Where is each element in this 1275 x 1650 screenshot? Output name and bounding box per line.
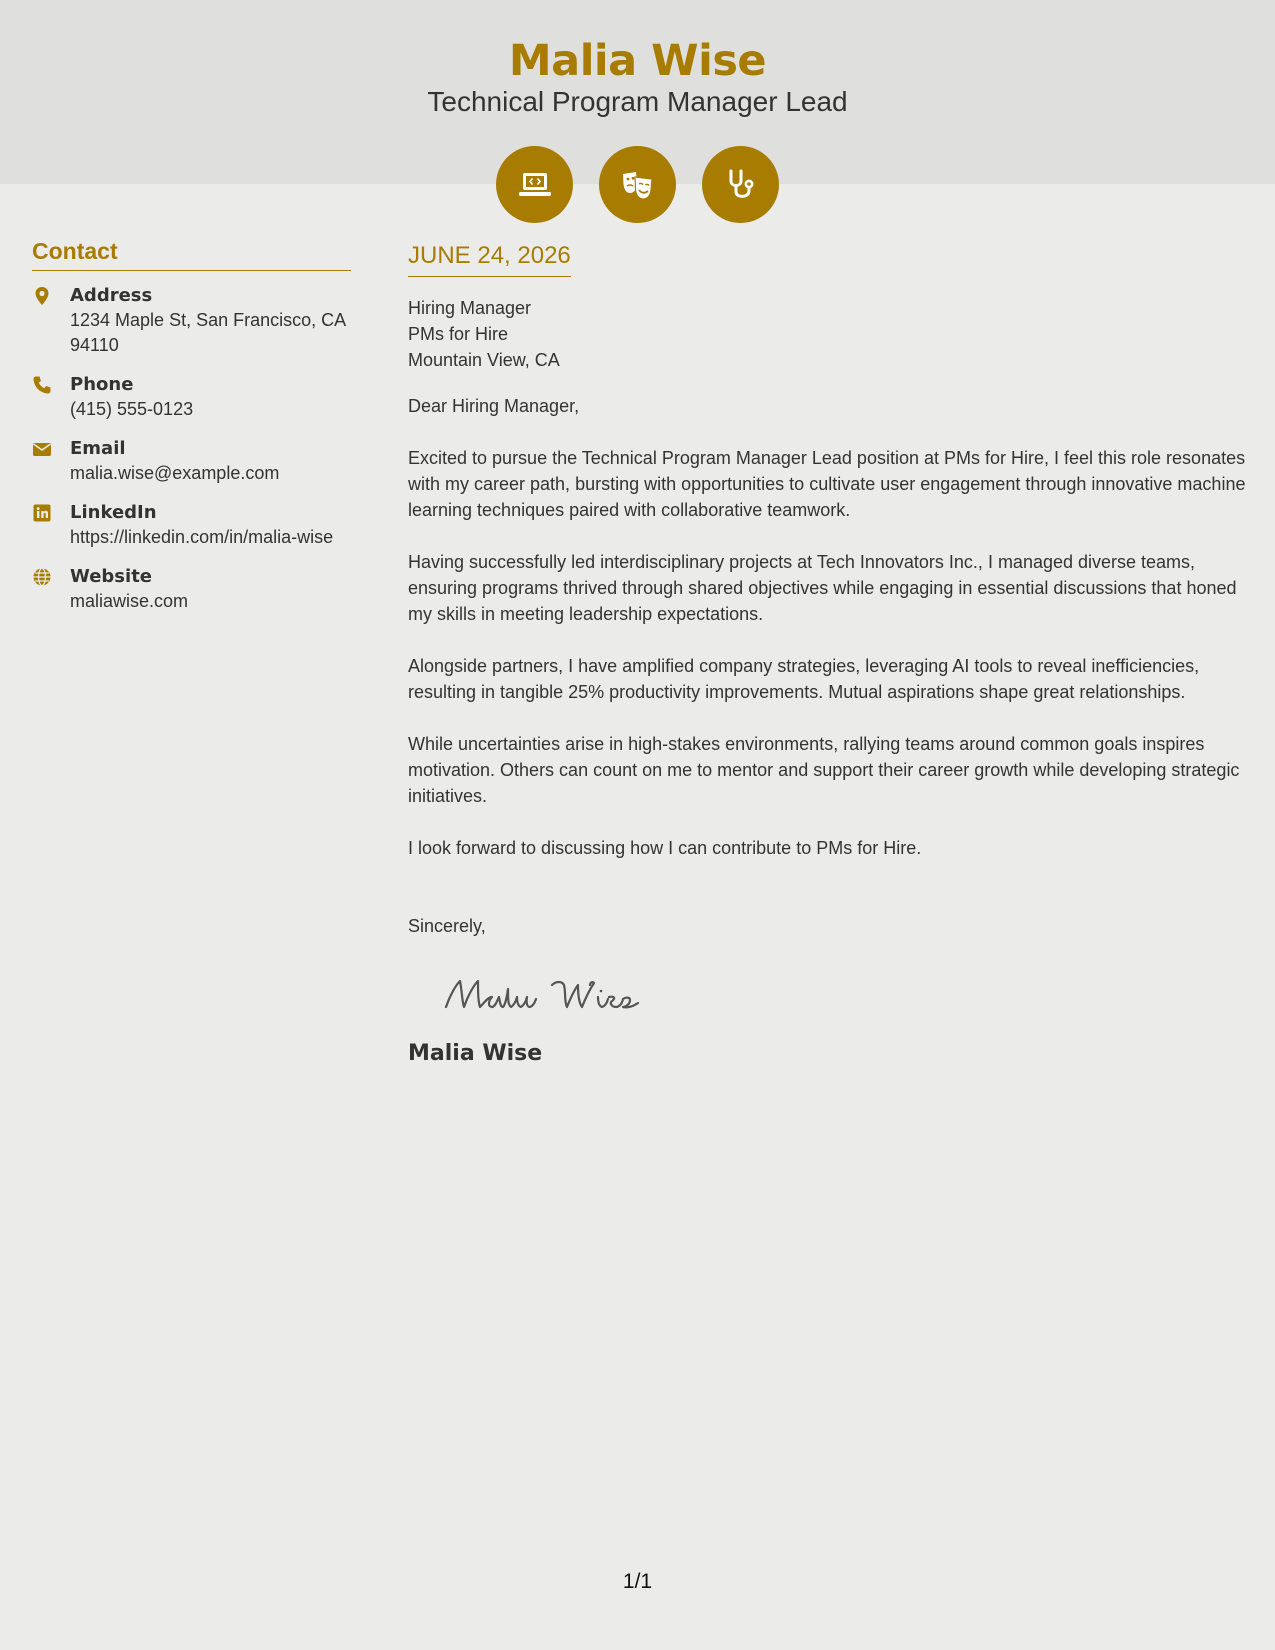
letter-paragraph: Alongside partners, I have amplified company strategies, leveraging AI tools to reveal inefficiencies, resulting in tangible 25% productivity improvements. Mutual aspirations shape great relationships. <box>408 656 1200 702</box>
applicant-name: Malia Wise <box>508 36 767 86</box>
contact-label-website: Website <box>70 566 153 587</box>
contact-label-email: Email <box>70 438 126 459</box>
contact-item-linkedin <box>32 500 351 550</box>
contact-item-address <box>32 283 351 358</box>
contact-item-email <box>32 436 351 486</box>
job-title: Technical Program Manager Lead <box>427 86 848 117</box>
contact-label-linkedin: LinkedIn <box>70 502 157 523</box>
letter-body <box>408 240 1248 1067</box>
map-marker-icon <box>32 283 70 358</box>
contact-value-email[interactable]: malia.wise@example.com <box>70 463 280 483</box>
phone-icon <box>32 372 70 422</box>
signer-name: Malia Wise <box>408 1041 543 1066</box>
globe-icon <box>32 564 70 614</box>
stethoscope-icon <box>702 146 779 223</box>
handwritten-signature <box>440 967 1248 1023</box>
recipient-line: PMs for Hire <box>408 324 509 344</box>
page-number: 1/1 <box>622 1570 653 1593</box>
header-icon-row <box>496 146 779 223</box>
recipient-line: Hiring Manager <box>408 298 532 318</box>
contact-list <box>32 283 351 614</box>
contact-value-phone: (415) 555-0123 <box>70 399 194 419</box>
linkedin-icon <box>32 500 70 550</box>
letter-paragraph: Excited to pursue the Technical Program Manager Lead position at PMs for Hire, I feel this role resonates with my career path, bursting with opportunities to cultivate user engagement through innovative machine learning techniques paired with collaborative teamwork. <box>408 448 1246 520</box>
contact-value-linkedin[interactable]: https://linkedin.com/in/malia-wise <box>70 527 334 547</box>
contact-value-website[interactable]: maliawise.com <box>70 591 189 611</box>
letter-paragraph: I look forward to discussing how I can contribute to PMs for Hire. <box>408 838 922 858</box>
letter-paragraph: While uncertainties arise in high-stakes environments, rallying teams around common goals inspires motivation. Others can count on me to mentor and support their career growth while developing strategic initiatives. <box>408 734 1240 806</box>
contact-item-phone <box>32 372 351 422</box>
envelope-icon <box>32 436 70 486</box>
contact-label-address: Address <box>70 285 153 306</box>
recipient-block <box>408 295 1248 373</box>
recipient-line: Mountain View, CA <box>408 350 560 370</box>
letter-date: JUNE 24, 2026 <box>408 240 571 277</box>
theater-masks-icon <box>599 146 676 223</box>
contact-item-website <box>32 564 351 614</box>
contact-sidebar <box>32 238 351 628</box>
contact-value-address: 1234 Maple St, San Francisco, CA 94110 <box>70 310 346 355</box>
contact-label-phone: Phone <box>70 374 134 395</box>
laptop-code-icon <box>496 146 573 223</box>
letter-paragraph: Having successfully led interdisciplinary projects at Tech Innovators Inc., I managed diverse teams, ensuring programs thrived through shared objectives while engaging in essential discussions that honed my skills in meeting leadership expectations. <box>408 552 1237 624</box>
closing: Sincerely, <box>408 916 486 936</box>
salutation: Dear Hiring Manager, <box>408 396 580 416</box>
contact-heading: Contact <box>32 238 351 271</box>
